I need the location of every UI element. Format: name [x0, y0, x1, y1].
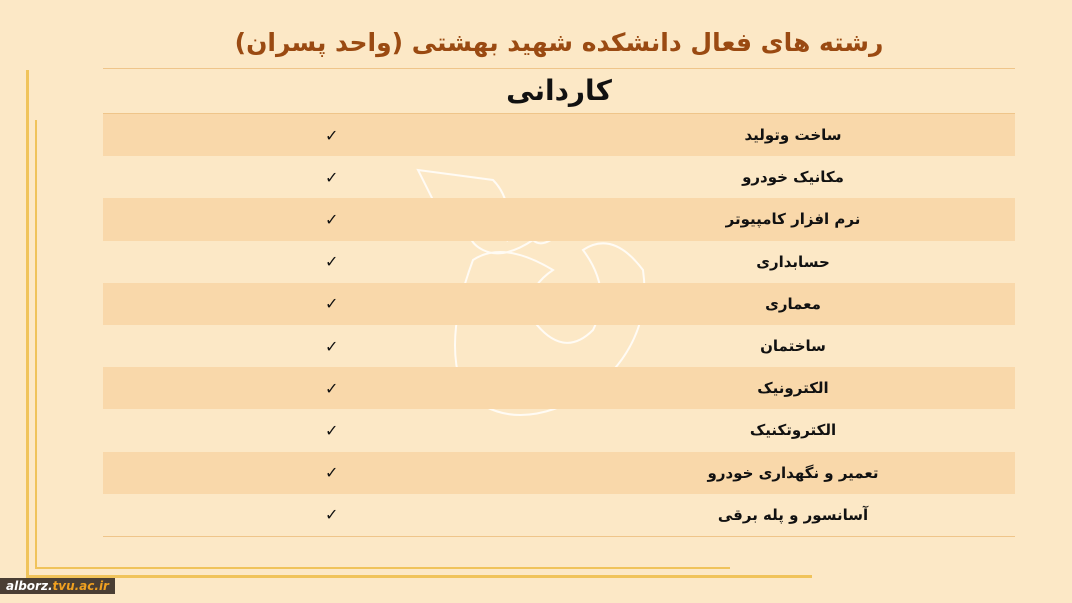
- table-row: [103, 452, 1015, 494]
- field-name: آسانسور و پله برقی: [717, 505, 869, 524]
- check-icon: ✓: [325, 294, 339, 314]
- field-name: حسابداری: [756, 252, 830, 271]
- check-icon: ✓: [325, 378, 339, 398]
- check-icon: ✓: [325, 505, 339, 525]
- check-icon: ✓: [325, 252, 339, 272]
- field-name: الکتروتکنیک: [749, 421, 837, 440]
- fields-table: [103, 68, 1015, 537]
- table-row: [103, 325, 1015, 367]
- table-row: [103, 494, 1015, 537]
- check-icon: ✓: [325, 167, 339, 187]
- logo-part2: tvu.ac.ir: [52, 579, 109, 593]
- table-row: [103, 156, 1015, 198]
- page-title: رشته های فعال دانشکده شهید بهشتی (واحد پسران): [234, 28, 884, 57]
- table-row: [103, 283, 1015, 325]
- field-name: ساخت وتولید: [744, 126, 842, 145]
- table-row: [103, 409, 1015, 451]
- table-header: کاردانی: [103, 69, 1015, 114]
- check-icon: ✓: [325, 209, 339, 229]
- field-name: ساختمان: [760, 337, 826, 356]
- field-name: الکترونیک: [757, 379, 829, 398]
- field-name: نرم افزار کامپیوتر: [725, 210, 861, 229]
- check-icon: ✓: [325, 420, 339, 440]
- check-icon: ✓: [325, 125, 339, 145]
- site-logo[interactable]: [0, 578, 115, 594]
- field-name: مکانیک خودرو: [742, 168, 844, 187]
- frame-line: [35, 120, 37, 569]
- table-row: [103, 198, 1015, 240]
- field-name: معماری: [765, 294, 821, 313]
- table-row: [103, 367, 1015, 409]
- logo-part1: alborz.: [6, 579, 53, 593]
- table-row: [103, 241, 1015, 283]
- check-icon: ✓: [325, 463, 339, 483]
- field-name: تعمیر و نگهداری خودرو: [707, 463, 879, 482]
- frame-line: [35, 567, 730, 569]
- table-row: [103, 114, 1015, 156]
- frame-line: [26, 70, 29, 577]
- check-icon: ✓: [325, 336, 339, 356]
- frame-line: [26, 575, 812, 578]
